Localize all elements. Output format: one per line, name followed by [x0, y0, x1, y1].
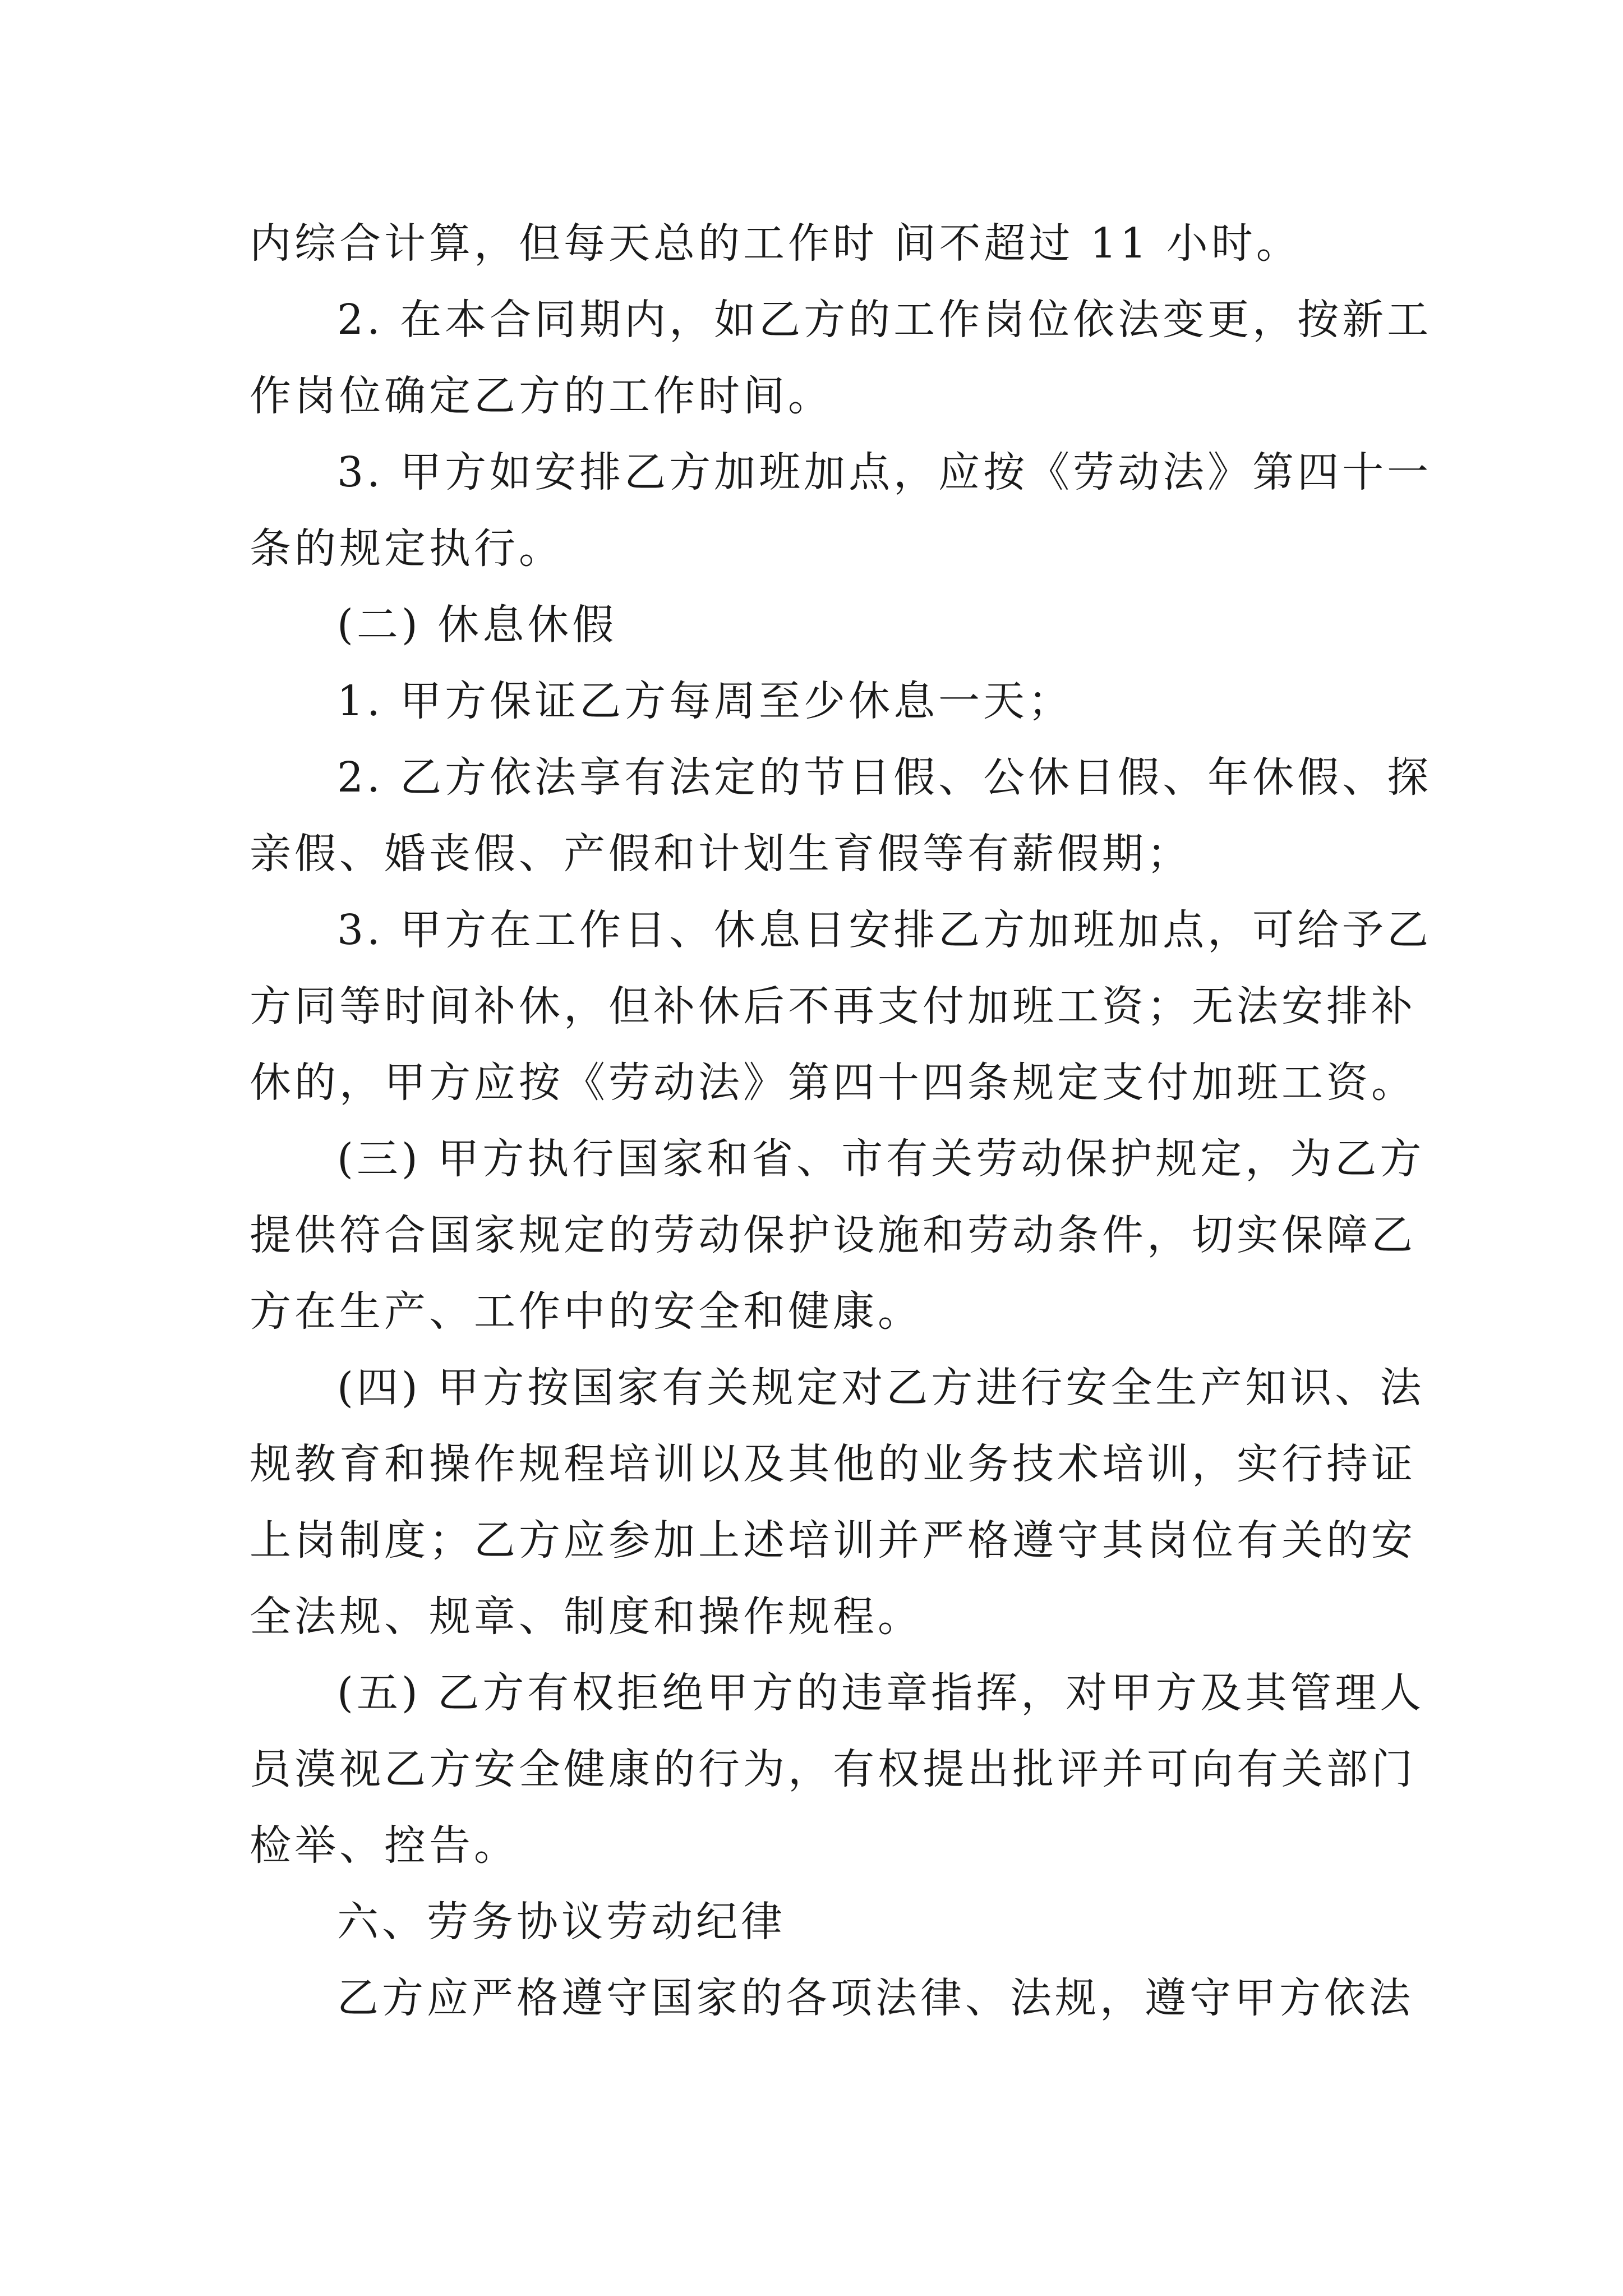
text-line: 方在生产、工作中的安全和健康。 [250, 1287, 923, 1336]
text-line: 作岗位确定乙方的工作时间。 [250, 372, 833, 420]
text-line: 全法规、规章、制度和操作规程。 [250, 1593, 923, 1641]
text-line: (四) 甲方按国家有关规定对乙方进行安全生产知识、法 [337, 1364, 1425, 1412]
text-line: 亲假、婚丧假、产假和计划生育假等有薪假期； [250, 830, 1192, 878]
text-line: (五) 乙方有权拒绝甲方的违章指挥，对甲方及其管理人 [337, 1669, 1425, 1717]
text-line: 方同等时间补休，但补休后不再支付加班工资；无法安排补 [250, 982, 1416, 1030]
document-body [250, 205, 1432, 2036]
text-line: 提供符合国家规定的劳动保护设施和劳动条件，切实保障乙 [250, 1211, 1416, 1259]
section-heading: 六、劳务协议劳动纪律 [337, 1898, 786, 1946]
text-line: 2. 乙方依法享有法定的节日假、公休日假、年休假、探 [337, 753, 1432, 802]
section-heading: (二) 休息休假 [337, 601, 617, 649]
text-line: (三) 甲方执行国家和省、市有关劳动保护规定，为乙方 [337, 1135, 1425, 1183]
text-line: 1. 甲方保证乙方每周至少休息一天； [337, 677, 1073, 725]
text-line: 规教育和操作规程培训以及其他的业务技术培训，实行持证 [250, 1440, 1416, 1488]
text-line: 2. 在本合同期内，如乙方的工作岗位依法变更，按新工 [337, 296, 1432, 344]
text-line: 检举、控告。 [250, 1821, 519, 1870]
text-line: 员漠视乙方安全健康的行为，有权提出批评并可向有关部门 [250, 1745, 1416, 1793]
text-line: 乙方应严格遵守国家的各项法律、法规，遵守甲方依法 [337, 1974, 1414, 2022]
text-line: 休的，甲方应按《劳动法》第四十四条规定支付加班工资。 [250, 1059, 1416, 1107]
text-line: 3. 甲方在工作日、休息日安排乙方加班加点，可给予乙 [337, 906, 1432, 954]
text-line: 内综合计算，但每天总的工作时 间不超过 11 小时。 [250, 219, 1301, 268]
text-line: 上岗制度；乙方应参加上述培训并严格遵守其岗位有关的安 [250, 1516, 1416, 1565]
text-line: 条的规定执行。 [250, 524, 564, 573]
text-line: 3. 甲方如安排乙方加班加点，应按《劳动法》第四十一 [337, 448, 1432, 496]
